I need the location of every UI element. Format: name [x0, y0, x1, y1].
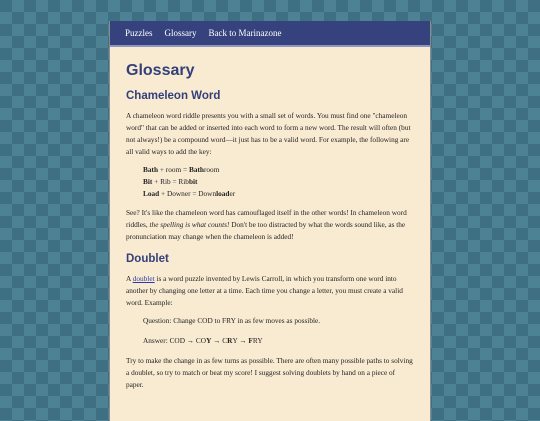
nav-back-to-marinazone-link[interactable]: Back to Marinazone: [208, 28, 282, 38]
chameleon-explanation-paragraph: See? It's like the chameleon word has camouflaged itself in the other words! In chameleon word riddles, the spelling is what counts! Don't be too distracted by what the words sound like, as the pronunciation may change when the chameleon is added!: [126, 207, 407, 241]
doublet-intro-paragraph: A doublet is a word puzzle invented by Lewis Carroll, in which you transform one word into another by changing one letter at a time. Each time you change a letter, you must create a valid word. Example:: [126, 273, 403, 307]
doublet-link[interactable]: doublet: [132, 273, 155, 283]
doublet-tips-paragraph: Try to make the change in as few turns as possible. There are often many possible paths to solving a doublet, so try to match or beat my score! I suggest solving doublets by hand on a piece of paper.: [126, 355, 413, 389]
example-line: Load + Downer = Downloader: [143, 189, 236, 199]
doublet-answer: Answer: COD → COY → CRY → FRY: [143, 335, 263, 345]
chameleon-word-heading: Chameleon Word: [126, 90, 221, 102]
chameleon-intro-paragraph: A chameleon word riddle presents you with a small set of words. You must find one "chameleon word" that can be added or inserted into each word to form a new word. The result will often (but not always!) be a compound word—it just has to be a valid word. For example, the following are all valid ways to add the key:: [126, 111, 411, 156]
nav-glossary-link[interactable]: Glossary: [164, 28, 197, 38]
page-panel: [109, 21, 431, 421]
main-content: [110, 47, 430, 391]
example-line: Bit + Rib = Ribbit: [143, 177, 198, 187]
doublet-question: Question: Change COD to FRY in as few moves as possible.: [143, 315, 321, 325]
example-line: Bath + room = Bathroom: [143, 165, 220, 174]
chameleon-examples: [143, 164, 414, 201]
top-nav: [110, 21, 430, 47]
page-title: Glossary: [126, 62, 195, 79]
doublet-heading: Doublet: [126, 252, 169, 265]
nav-puzzles-link[interactable]: Puzzles: [125, 28, 153, 38]
